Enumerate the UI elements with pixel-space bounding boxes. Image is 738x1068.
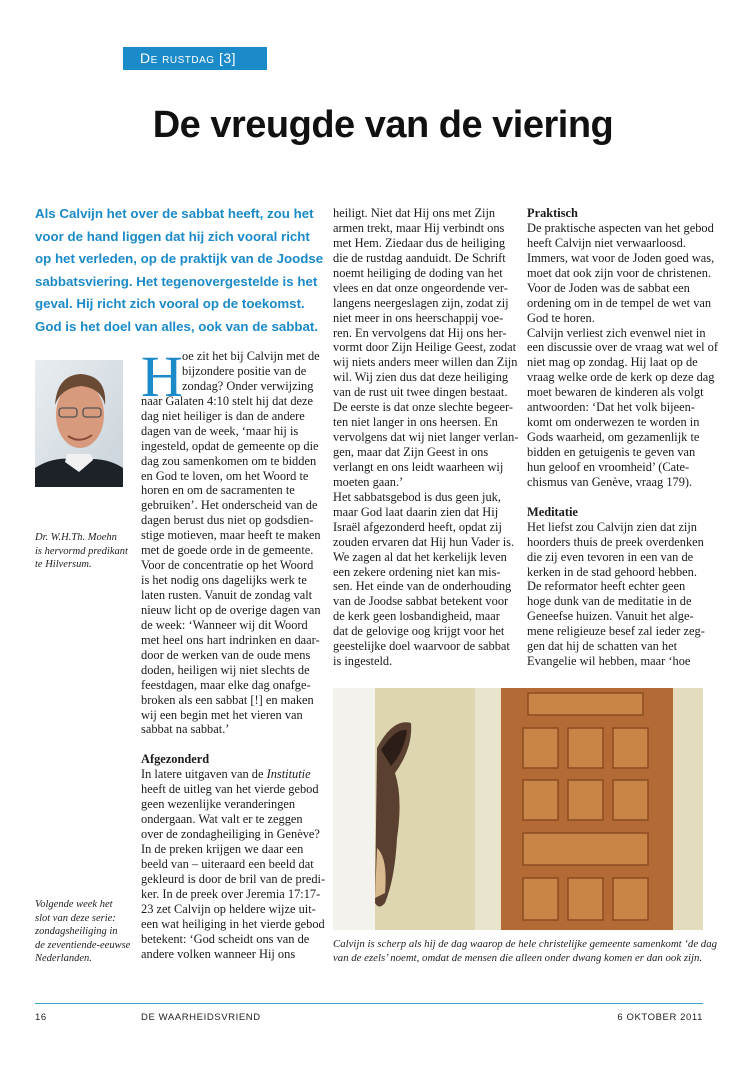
text-line: dagen berust dus niet op godsdien- bbox=[141, 513, 314, 528]
text-line: Israël afgezonderd heeft, opdat zij bbox=[333, 519, 502, 534]
text-line: moet dat ook zijn voor de christenen. bbox=[527, 265, 712, 280]
intro-line: Als Calvijn het over de sabbat heeft, zou het bbox=[35, 206, 314, 221]
text-line: door de werken van de oude mens bbox=[141, 647, 311, 662]
text-line: een wat heiliging in het vierde gebod bbox=[141, 916, 325, 931]
photo-caption bbox=[333, 937, 717, 965]
text-line: sabbat na sabbat.’ bbox=[141, 722, 230, 737]
section-heading: Praktisch bbox=[527, 206, 578, 220]
body-column-1 bbox=[141, 344, 326, 961]
section-heading: Meditatie bbox=[527, 504, 578, 519]
text-line: stige motieven, maar heeft te maken bbox=[141, 528, 321, 543]
section-heading: Afgezonderd bbox=[141, 752, 210, 767]
text-line: De praktische aspecten van het gebod bbox=[527, 220, 714, 235]
text-line: geestelijke doel waarvoor de sabbat bbox=[333, 639, 510, 654]
text-line: dag niet heiliger is dan de andere bbox=[141, 408, 305, 423]
text-line: Gods waarheid, om gezamenlijk te bbox=[527, 430, 700, 445]
author-caption bbox=[35, 531, 128, 572]
issue-date: 6 OKTOBER 2011 bbox=[617, 1012, 703, 1023]
text-line: gekleurd is door de bril van de predi- bbox=[141, 871, 326, 886]
intro-line: op het verleden, op de praktijk van de Joodse bbox=[35, 251, 324, 267]
text-line: is het nodig ons dagelijks werk te bbox=[141, 573, 307, 588]
text-line: met heel ons hart indrinken en daar- bbox=[141, 632, 320, 647]
text-line: We zagen al dat het kerkelijk leven bbox=[333, 549, 507, 564]
text-line: Het sabbatsgebod is dus geen juk, bbox=[333, 489, 501, 504]
text-line: die de rustdag aanduidt. De Schrift bbox=[333, 250, 506, 265]
text-line: hun geloof en vroomheid’ (Cate- bbox=[527, 459, 690, 474]
paragraph-gap bbox=[527, 490, 712, 505]
text-line: bidden en getuigenis te geven van bbox=[527, 445, 696, 459]
text-line: moeten gaan.’ bbox=[333, 474, 404, 489]
text-line: moet bewaren de kinderen als volgt bbox=[527, 385, 704, 400]
text-line: verlangt en ons leidt waarheen wij bbox=[333, 459, 504, 474]
intro-lead bbox=[35, 203, 325, 339]
caption-line: van de ezels’ noemt, omdat de mensen die alleen onder dwang komen er dan ook zijn. bbox=[333, 952, 703, 964]
text-line: 23 zet Calvijn op heldere wijze uit- bbox=[141, 901, 316, 916]
text-line: beeld van – uiteraard een beeld dat bbox=[141, 856, 314, 871]
text-line: van de Joodse sabbat betekent voor bbox=[333, 594, 509, 609]
text-line: een zekere ordening niet kan mis- bbox=[333, 564, 501, 579]
text-line: vlees en dat onze ongeordende ver- bbox=[333, 280, 508, 295]
text-line: zondag? Onder verwijzing bbox=[182, 378, 314, 393]
body-column-3 bbox=[527, 206, 718, 669]
text-line: de kerk geen losbandigheid, maar bbox=[333, 609, 500, 624]
intro-line: sabbatsviering. Het tegenovergestelde is het bbox=[35, 273, 318, 289]
text-line: naar Galaten 4:10 stelt hij dat deze bbox=[141, 393, 314, 408]
text-line: kerken in de stad gehoord hebben. bbox=[527, 564, 697, 579]
intro-line: geval. Hij richt zich vooral op de toekomst. bbox=[35, 296, 305, 312]
caption-line: de zeventiende-eeuwse bbox=[35, 939, 131, 951]
text-line: De reformator heeft echter geen bbox=[527, 579, 686, 594]
text-line: gen, maar dat Zijn Geest in ons bbox=[333, 445, 489, 459]
caption-line: Dr. W.H.Th. Moehn bbox=[35, 532, 117, 543]
drop-cap: H bbox=[141, 344, 183, 409]
paragraph-gap bbox=[141, 737, 323, 752]
text-line: hoorders thuis de preek overdenken bbox=[527, 534, 704, 549]
text-line: mene religieuze besef zal ieder zeg- bbox=[527, 624, 705, 639]
intro-line: God is het doel van alles, ook van de sabbat. bbox=[35, 318, 319, 334]
text-line: zouden ervaren dat Hij hun Vader is. bbox=[333, 534, 515, 549]
text-line: antwoorden: ‘Dat het volk bijeen- bbox=[527, 400, 695, 415]
article-title: De vreugde van de viering bbox=[152, 104, 614, 146]
text-line: met Hem. Ziedaar dus de heiliging bbox=[333, 235, 506, 250]
text-line: vormt door Zijn Heilige Geest, zodat bbox=[333, 340, 517, 355]
text-line: broken als een sabbat [!] en maken bbox=[141, 692, 314, 707]
text-line: Geneefse huizen. Vanuit het alge- bbox=[527, 609, 694, 624]
text-line: ten niet langer in ons heersen. En bbox=[333, 415, 498, 430]
text-line: heeft Calvijn niet verwaarloosd. bbox=[527, 235, 686, 250]
text-line: Voor de concentratie op het Woord bbox=[141, 558, 314, 573]
text-line: niet meer in ons heerschappij voe- bbox=[333, 310, 504, 325]
caption-line: Calvijn is scherp als hij de dag waarop de hele christelijke gemeente samenkomt ‘de dag bbox=[333, 938, 718, 950]
magazine-name: DE WAARHEIDSVRIEND bbox=[141, 1012, 261, 1023]
text-line: nieuw licht op de overige dagen van bbox=[141, 602, 321, 617]
text-line: met de goede orde in de gemeente. bbox=[141, 543, 314, 558]
footer-divider bbox=[35, 1003, 703, 1004]
page-number: 16 bbox=[35, 1012, 47, 1023]
text-line: maar God laat daarin zien dat Hij bbox=[333, 504, 499, 519]
text-line: De eerste is dat onze slechte begeer- bbox=[333, 400, 514, 415]
donkey-door-photo bbox=[333, 688, 703, 930]
text-line: chismus van Genève, vraag 179). bbox=[527, 474, 693, 489]
text-line: bijzondere positie van de bbox=[182, 363, 307, 378]
text-line: Het liefst zou Calvijn zien dat zijn bbox=[527, 519, 697, 534]
text-line: ondergaan. Wat valt er te zeggen bbox=[141, 812, 303, 827]
text-line: In de preken krijgen we daar een bbox=[141, 841, 304, 856]
text-line: is ingesteld. bbox=[333, 654, 393, 669]
text-line: Evangelie wil hebben, maar ‘hoe bbox=[527, 654, 691, 669]
section-kicker: De rustdag [3] bbox=[123, 47, 267, 70]
text-line: een discussie over de vraag wat wel of bbox=[527, 340, 718, 355]
text-line: doden, heiligen wij niet slechts de bbox=[141, 662, 310, 677]
text-line: Voor de Joden was de sabbat een bbox=[527, 280, 690, 295]
author-photo bbox=[35, 360, 123, 487]
text-line: heeft de uitleg van het vierde gebod bbox=[141, 782, 319, 797]
text-line: andere volken wanneer Hij ons bbox=[141, 946, 296, 961]
text-line: geen wezenlijke veranderingen bbox=[141, 797, 296, 812]
caption-line: is hervormd predikant bbox=[35, 545, 128, 557]
text-line: vervolgens dat wij niet langer verlan- bbox=[333, 430, 519, 445]
text-line: horen en om de sacramenten te bbox=[141, 483, 295, 498]
text-line: armen trekt, maar Hij verbindt ons bbox=[333, 220, 505, 235]
text-line: ren. En vervolgens dat Hij ons her- bbox=[333, 325, 507, 340]
text-line: noemt heiliging de doding van het bbox=[333, 265, 503, 280]
text-line: gen dat hij de schatten van het bbox=[527, 639, 678, 654]
text-line: dagen van de week, ‘maar hij is bbox=[141, 423, 299, 438]
text-line: hoge dunk van de meditatie in de bbox=[527, 594, 692, 609]
text-line: over de zondagheiliging in Genève? bbox=[141, 827, 320, 841]
text-line: Calvijn verliest zich evenwel niet in bbox=[527, 325, 706, 340]
text-line: oe zit het bij Calvijn met de bbox=[182, 349, 320, 363]
text-line: wij een begin met het vieren van bbox=[141, 707, 303, 722]
text-line: Immers, wat voor de Joden goed was, bbox=[527, 250, 715, 265]
text-line: wij niets anders meer willen dan Zijn bbox=[333, 355, 518, 370]
text-line: gebruiken’. Het onderscheid van de bbox=[141, 498, 318, 513]
text-line: dag zou samenkomen om te bidden bbox=[141, 453, 317, 468]
text-line: komt om onderwezen te worden in bbox=[527, 415, 700, 430]
text-line: niet mag op zondag. Hij laat op de bbox=[527, 355, 698, 370]
text-line: die zij even tevoren in een van de bbox=[527, 549, 694, 564]
text-line: ordening om in de tempel de wet van bbox=[527, 295, 712, 310]
text-line: feestdagen, maar elke dag onafge- bbox=[141, 677, 311, 692]
text-line: langens neergeslagen zijn, zodat zij bbox=[333, 295, 509, 310]
caption-line: te Hilversum. bbox=[35, 559, 92, 570]
text-line: de week: ‘Wanneer wij dit Woord bbox=[141, 617, 308, 632]
text-line: ingesteld, opdat de gemeente op die bbox=[141, 438, 319, 453]
intro-line: voor de hand liggen dat hij zich vooral richt bbox=[35, 228, 310, 244]
text-line: wil. Wij zien dus dat deze heiliging bbox=[333, 370, 509, 385]
text-line: laten rusten. Vanuit de zondag valt bbox=[141, 588, 313, 602]
text-line: van de rust uit twee dingen bestaat. bbox=[333, 385, 508, 400]
text-line: God te horen. bbox=[527, 310, 595, 325]
text-line: en God te loven, om het Woord te bbox=[141, 468, 309, 483]
text-line: dat de gelovige oog krijgt voor het bbox=[333, 624, 505, 639]
text-line: ker. In de preek over Jeremia 17:17- bbox=[141, 886, 321, 901]
caption-line: Nederlanden. bbox=[35, 953, 92, 964]
body-column-2 bbox=[333, 206, 518, 669]
next-week-caption bbox=[35, 898, 130, 966]
caption-line: Volgende week het bbox=[35, 899, 113, 910]
caption-line: zondagsheiliging in bbox=[35, 926, 118, 937]
text-line: betekent: ‘God scheidt ons van de bbox=[141, 931, 310, 946]
caption-line: slot van deze serie: bbox=[35, 912, 116, 924]
text-line: In latere uitgaven van de Institutie bbox=[141, 767, 311, 782]
text-line: vraag welke orde de kerk op deze dag bbox=[527, 370, 715, 385]
text-line: sen. Het einde van de onderhouding bbox=[333, 579, 512, 594]
text-line: heiligt. Niet dat Hij ons met Zijn bbox=[333, 206, 496, 220]
